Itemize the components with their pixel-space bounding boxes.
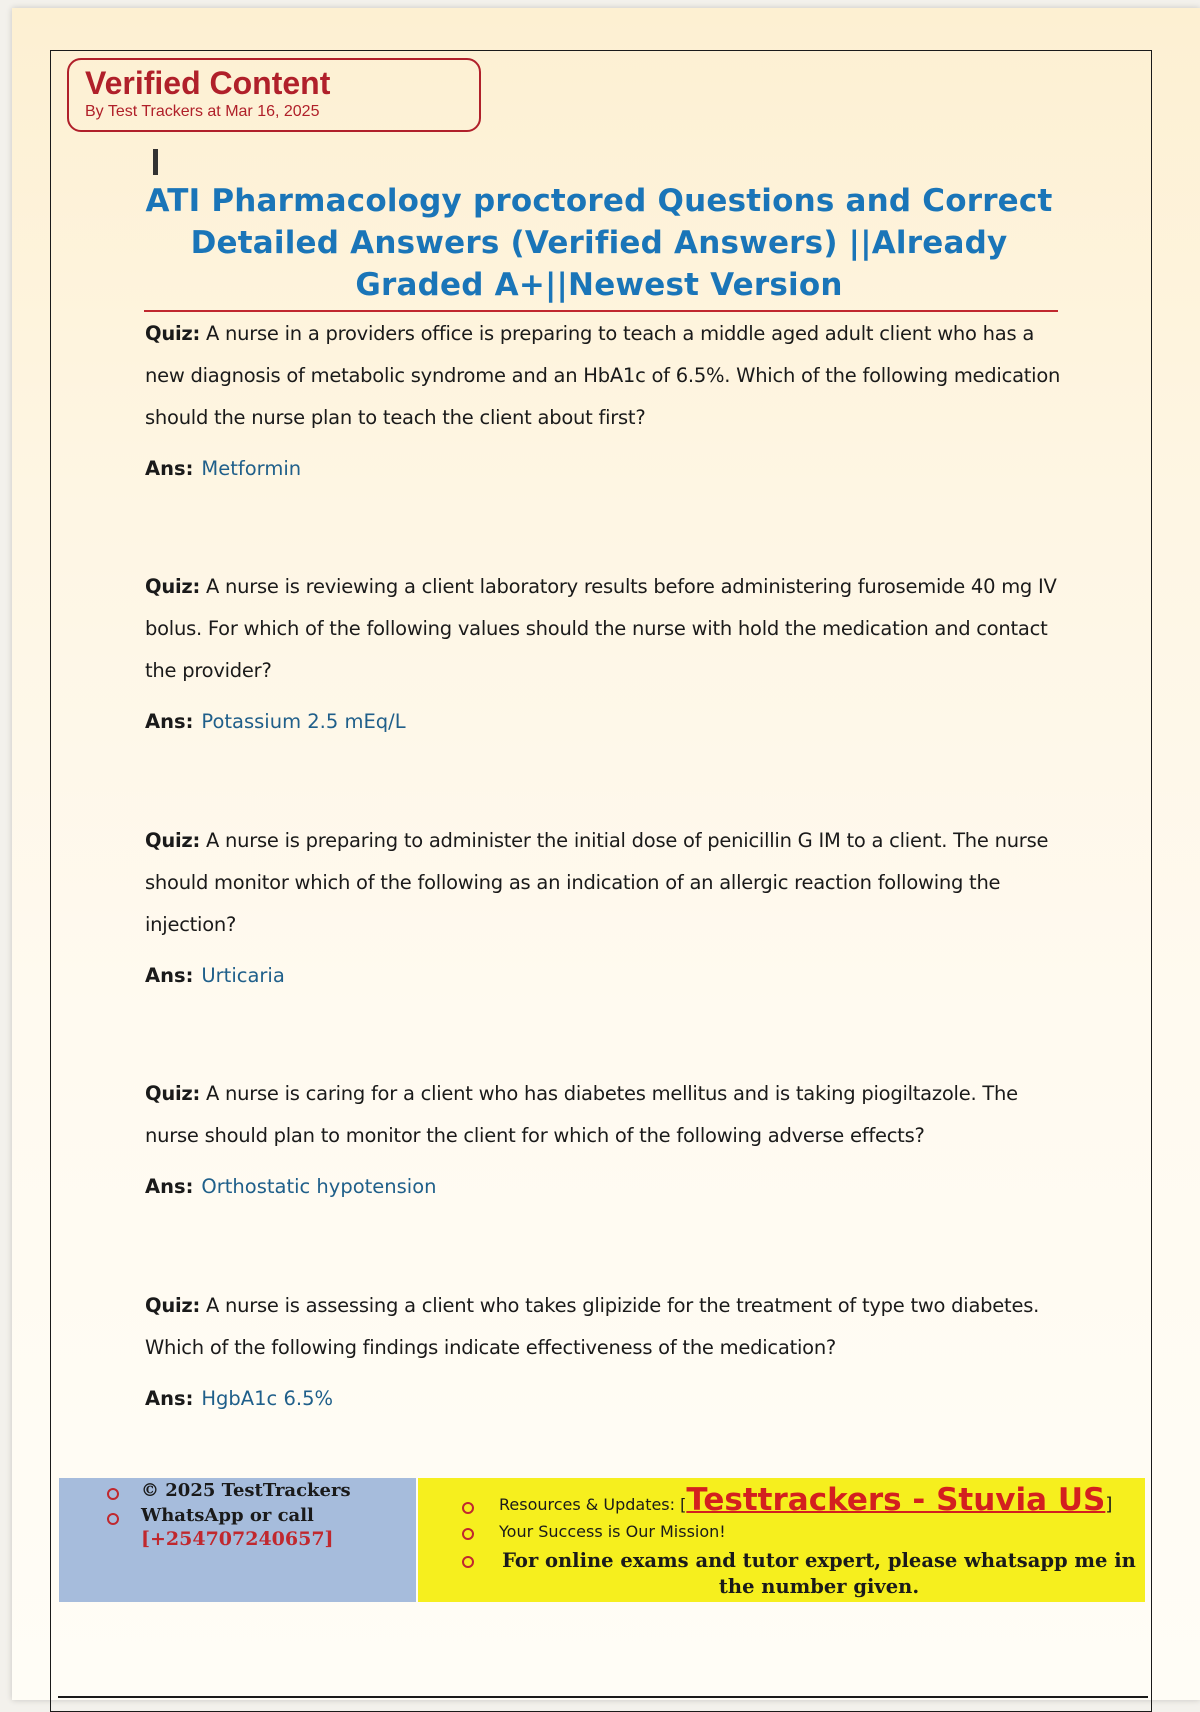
quiz-text (145, 1073, 1065, 1157)
resources-label: Resources & Updates: [ (499, 1495, 687, 1514)
answer-value: Orthostatic hypotension (201, 1175, 437, 1198)
answer-value: Potassium 2.5 mEq/L (201, 710, 406, 733)
answer-value: Metformin (201, 457, 302, 480)
verified-stamp-subtitle: By Test Trackers at Mar 16, 2025 (85, 103, 320, 120)
title-underline (144, 310, 1058, 312)
quiz-label: Quiz: (145, 575, 201, 598)
quiz-text (145, 1285, 1065, 1369)
quiz-label: Quiz: (145, 322, 201, 345)
quiz-text (145, 566, 1065, 692)
footer-contact-panel (59, 1478, 416, 1602)
bullet-icon (462, 1556, 474, 1568)
answer-line (145, 1173, 1065, 1201)
quiz-question: A nurse is caring for a client who has diabetes mellitus and is taking piogiltazole. The nurse should plan to monitor the client for which of the following adverse effects? (145, 1082, 1018, 1147)
footer-promo-panel (418, 1478, 1145, 1602)
footer-tutor-note: For online exams and tutor expert, please whatsapp me in the number given. (502, 1549, 1136, 1598)
quiz-label: Quiz: (145, 1294, 201, 1317)
answer-label: Ans: (145, 1175, 194, 1198)
footer-whatsapp-label: WhatsApp or call (141, 1505, 314, 1526)
bullet-icon (462, 1528, 474, 1540)
answer-label: Ans: (145, 710, 194, 733)
verified-stamp-title: Verified Content (85, 65, 331, 101)
quiz-label: Quiz: (145, 1082, 201, 1105)
answer-line (145, 455, 1065, 483)
answer-line (145, 1385, 1065, 1413)
answer-value: HgbA1c 6.5% (201, 1387, 334, 1410)
answer-value: Urticaria (201, 964, 285, 987)
resources-link[interactable]: Testtrackers - Stuvia US (686, 1482, 1106, 1518)
quiz-text (145, 820, 1065, 946)
footer-copyright: © 2025 TestTrackers (141, 1480, 351, 1501)
footer-phone[interactable]: [+254707240657] (141, 1528, 334, 1550)
bullet-icon (107, 1513, 119, 1525)
quiz-question: A nurse is reviewing a client laboratory results before administering furosemide 40 mg IV bolus. For which of the following values should the nurse with hold the medication and contact the provider? (145, 575, 1057, 682)
quiz-question: A nurse in a providers office is preparing to teach a middle aged adult client who has a new diagnosis of metabolic syndrome and an HbA1c of 6.5%. Which of the following medication should the nurse plan to teach the client about first? (145, 322, 1061, 429)
qa-item (145, 313, 1065, 483)
quiz-question: A nurse is assessing a client who takes glipizide for the treatment of type two diabetes. Which of the following findings indicate effectiveness of the medication? (145, 1294, 1040, 1359)
qa-item (145, 566, 1065, 736)
text-cursor (153, 149, 158, 175)
document-title: ATI Pharmacology proctored Questions and Correct Detailed Answers (Verified Answers) ||Already Graded A+||Newest Version (145, 183, 1053, 303)
qa-item (145, 1073, 1065, 1201)
footer-banner (59, 1478, 1145, 1602)
bullet-icon (107, 1488, 119, 1500)
verified-stamp (67, 58, 481, 132)
answer-line (145, 962, 1065, 990)
answer-label: Ans: (145, 1387, 194, 1410)
footer-mission: Your Success is Our Mission! (499, 1522, 726, 1541)
answer-label: Ans: (145, 457, 194, 480)
quiz-text (145, 313, 1065, 439)
resources-close: ] (1105, 1494, 1113, 1515)
bullet-icon (462, 1502, 474, 1514)
qa-item (145, 1285, 1065, 1413)
quiz-question: A nurse is preparing to administer the initial dose of penicillin G IM to a client. The nurse should monitor which of the following as an indication of an allergic reaction following the injection? (145, 829, 1049, 936)
qa-item (145, 820, 1065, 990)
quiz-label: Quiz: (145, 829, 201, 852)
answer-line (145, 708, 1065, 736)
answer-label: Ans: (145, 964, 194, 987)
footer-resources (499, 1482, 1112, 1518)
bottom-rule (58, 1696, 1148, 1698)
